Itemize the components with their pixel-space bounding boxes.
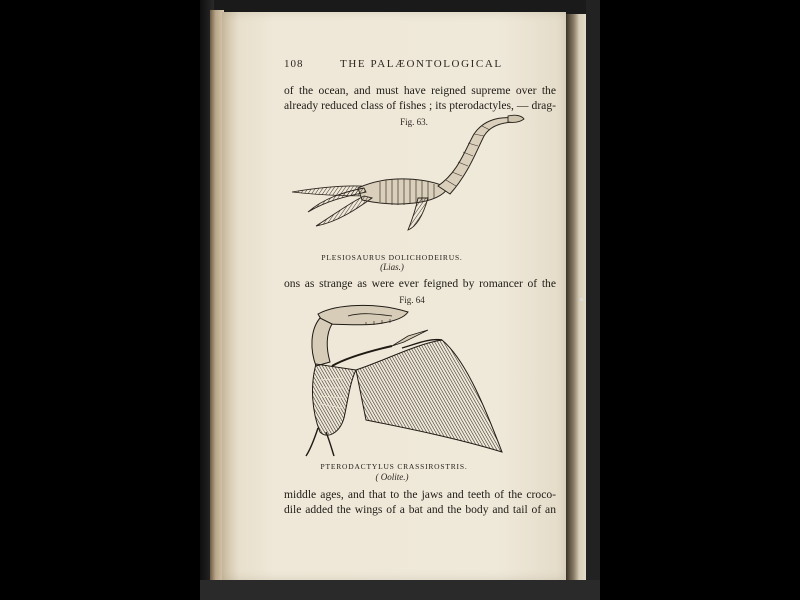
page-number: 108 — [284, 58, 304, 70]
book-cover-bottom — [200, 580, 600, 600]
figure-64-label: Fig. 64 — [399, 295, 425, 305]
figure-63-subcaption: (Lias.) — [380, 262, 404, 272]
running-title: THE PALÆONTOLOGICAL — [340, 58, 503, 70]
figure-63-caption: PLESIOSAURUS DOLICHODEIRUS. — [321, 253, 463, 262]
figure-64-caption: PTERODACTYLUS CRASSIROSTRIS. — [320, 462, 468, 471]
book-gutter — [566, 14, 588, 580]
book-cover-right — [586, 0, 600, 600]
text-line-4: middle ages, and that to the jaws and teeth of the croco- — [284, 488, 556, 501]
pterodactylus-illustration — [296, 300, 516, 460]
text-line-3: ons as strange as were ever feigned by romancer of the — [284, 277, 556, 290]
text-line-2: already reduced class of fishes ; its pterodactyles, — drag- — [284, 99, 556, 112]
running-head — [284, 58, 554, 74]
text-line-5: dile added the wings of a bat and the body and tail of an — [284, 503, 556, 516]
plesiosaurus-illustration — [288, 112, 528, 232]
figure-64-subcaption: ( Oolite.) — [375, 472, 409, 482]
speck — [580, 298, 583, 301]
figure-63-label: Fig. 63. — [400, 117, 428, 127]
text-line-1: of the ocean, and must have reigned supreme over the — [284, 84, 556, 97]
